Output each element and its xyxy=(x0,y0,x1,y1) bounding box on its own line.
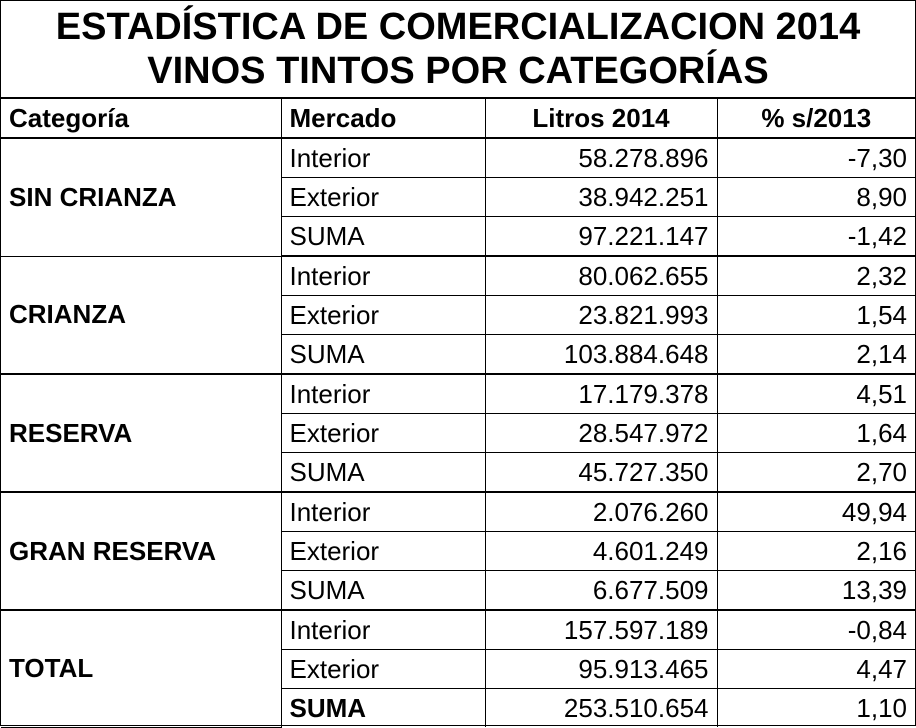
pct-cell: 2,32 xyxy=(717,256,915,296)
pct-cell: 4,51 xyxy=(717,374,915,414)
header-pct: % s/2013 xyxy=(717,99,915,138)
title-line-2: VINOS TINTOS POR CATEGORÍAS xyxy=(147,50,769,92)
category-cell: GRAN RESERVA xyxy=(1,492,281,610)
market-cell: Exterior xyxy=(281,296,485,335)
pct-cell: 2,14 xyxy=(717,335,915,375)
market-cell: Exterior xyxy=(281,178,485,217)
liters-cell: 17.179.378 xyxy=(485,374,717,414)
pct-cell: -0,84 xyxy=(717,610,915,650)
liters-cell: 28.547.972 xyxy=(485,414,717,453)
market-cell: SUMA xyxy=(281,335,485,375)
pct-cell: -1,42 xyxy=(717,217,915,257)
title-line-1: ESTADÍSTICA DE COMERCIALIZACION 2014 xyxy=(55,6,861,48)
liters-cell: 23.821.993 xyxy=(485,296,717,335)
liters-cell: 6.677.509 xyxy=(485,571,717,611)
market-cell: SUMA xyxy=(281,217,485,257)
liters-cell: 80.062.655 xyxy=(485,256,717,296)
pct-cell: 1,64 xyxy=(717,414,915,453)
liters-cell: 58.278.896 xyxy=(485,138,717,178)
pct-cell: -7,30 xyxy=(717,138,915,178)
market-cell: Interior xyxy=(281,492,485,532)
market-cell: Exterior xyxy=(281,650,485,689)
market-cell: SUMA xyxy=(281,453,485,493)
header-litros: Litros 2014 xyxy=(485,99,717,138)
pct-cell: 2,16 xyxy=(717,532,915,571)
market-cell: Interior xyxy=(281,138,485,178)
market-cell: SUMA xyxy=(281,571,485,611)
sales-table xyxy=(1,99,915,728)
market-cell: Interior xyxy=(281,610,485,650)
table-row xyxy=(1,610,915,650)
pct-cell: 49,94 xyxy=(717,492,915,532)
table-row xyxy=(1,256,915,296)
pct-cell: 1,54 xyxy=(717,296,915,335)
market-cell: Interior xyxy=(281,256,485,296)
category-cell: SIN CRIANZA xyxy=(1,138,281,256)
table-row xyxy=(1,138,915,178)
pct-cell: 4,47 xyxy=(717,650,915,689)
liters-cell: 4.601.249 xyxy=(485,532,717,571)
table-row xyxy=(1,492,915,532)
category-cell: CRIANZA xyxy=(1,256,281,374)
title-block xyxy=(1,1,915,99)
table-header-row xyxy=(1,99,915,138)
pct-cell: 13,39 xyxy=(717,571,915,611)
liters-cell: 95.913.465 xyxy=(485,650,717,689)
market-cell: Exterior xyxy=(281,532,485,571)
market-cell: Exterior xyxy=(281,414,485,453)
liters-cell: 38.942.251 xyxy=(485,178,717,217)
table-row xyxy=(1,374,915,414)
liters-cell: 103.884.648 xyxy=(485,335,717,375)
market-cell: Interior xyxy=(281,374,485,414)
pct-cell: 1,10 xyxy=(717,689,915,728)
header-mercado: Mercado xyxy=(281,99,485,138)
category-cell: RESERVA xyxy=(1,374,281,492)
pct-cell: 8,90 xyxy=(717,178,915,217)
category-cell: TOTAL xyxy=(1,610,281,727)
market-cell: SUMA xyxy=(281,689,485,728)
liters-cell: 97.221.147 xyxy=(485,217,717,257)
pct-cell: 2,70 xyxy=(717,453,915,493)
liters-cell: 2.076.260 xyxy=(485,492,717,532)
liters-cell: 45.727.350 xyxy=(485,453,717,493)
header-categoria: Categoría xyxy=(1,99,281,138)
liters-cell: 253.510.654 xyxy=(485,689,717,728)
liters-cell: 157.597.189 xyxy=(485,610,717,650)
